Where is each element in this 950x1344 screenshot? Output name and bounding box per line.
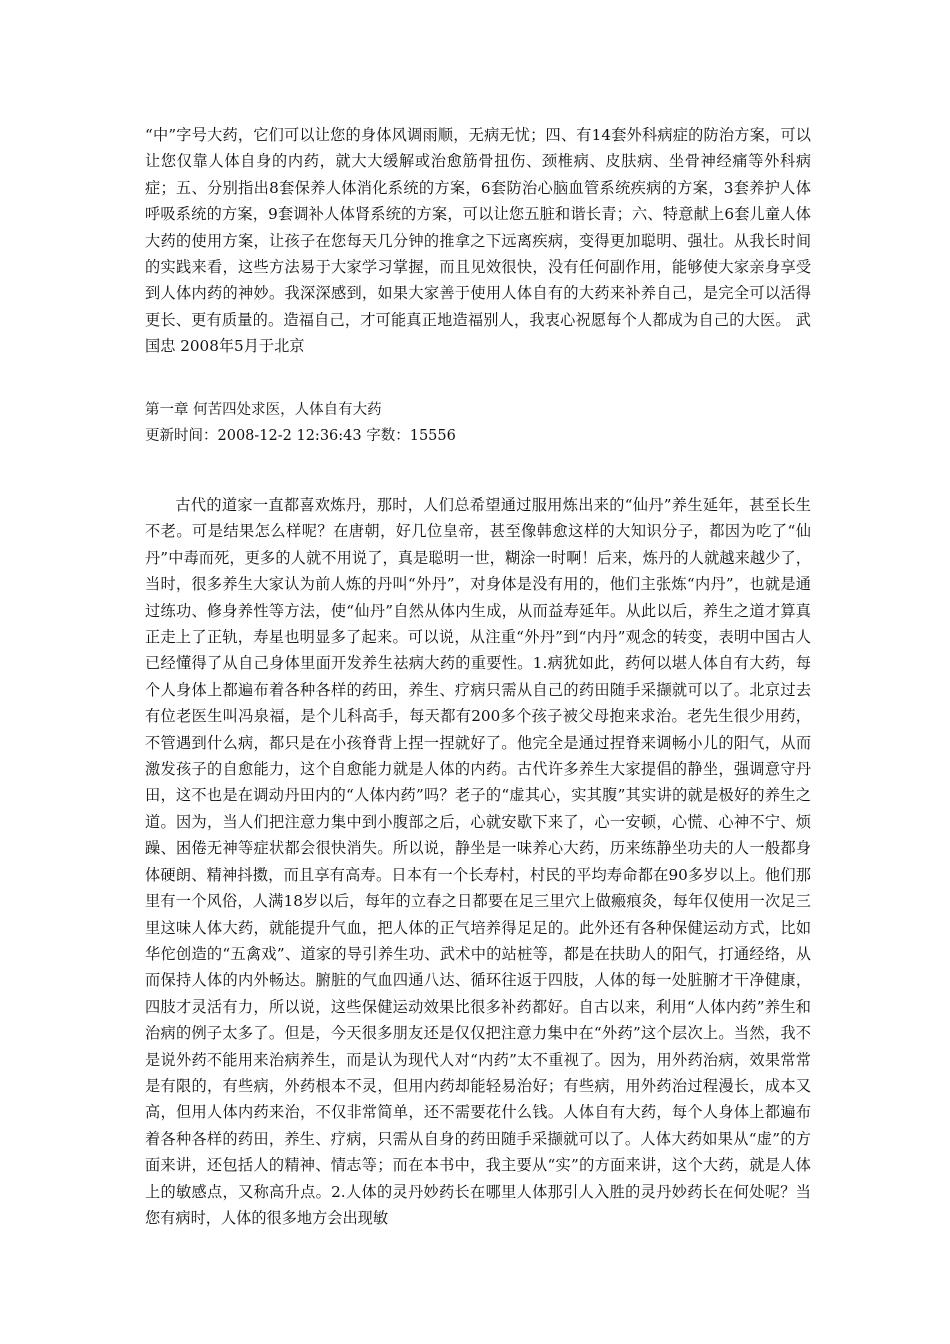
intro-paragraph: “中”字号大药，它们可以让您的身体风调雨顺，无病无忧；四、有14套外科病症的防治方案，可以让您仅靠人体自身的内药，就大大缓解或治愈筋骨扭伤、颈椎病、皮肤病、坐骨神经痛等外科病症；五、分别指出8套保养人体消化系统的方案，6套防治心脑血管系统疾病的方案，3套养护人体呼吸系统的方案，9套调补人体肾系统的方案，可以让您五脏和谐长青；六、特意献上6套儿童人体大药的使用方案，让孩子在您每天几分钟的推拿之下远离疾病，变得更加聪明、强壮。从我长时间的实践来看，这些方法易于大家学习掌握，而且见效很快，没有任何副作用，能够使大家亲身享受到人体内药的神妙。我深深感到，如果大家善于使用人体自有的大药来补养自己，是完全可以活得更长、更有质量的。造福自己，才可能真正地造福别人，我衷心祝愿每个人都成为自己的大医。 武国忠 2008年5月于北京: [145, 126, 811, 356]
chapter-title: 第一章 何苦四处求医，人体自有大药: [145, 402, 382, 418]
update-info: 更新时间：2008-12-2 12:36:43 字数：15556: [145, 427, 456, 444]
main-paragraph: 古代的道家一直都喜欢炼丹，那时，人们总希望通过服用炼出来的“仙丹”养生延年，甚至长生不老。可是结果怎么样呢？在唐朝，好几位皇帝，甚至像韩愈这样的大知识分子，都因为吃了“仙丹”中毒而死，更多的人就不用说了，真是聪明一世，糊涂一时啊！后来，炼丹的人就越来越少了，当时，很多养生大家认为前人炼的丹叫“外丹”，对身体是没有用的，他们主张炼“内丹”，也就是通过练功、修身养性等方法，使“仙丹”自然从体内生成，从而益寿延年。从此以后，养生之道才算真正走上了正轨，寿星也明显多了起来。可以说，从注重“外丹”到“内丹”观念的转变，表明中国古人已经懂得了从自己身体里面开发养生祛病大药的重要性。1.病犹如此，药何以堪人体自有大药，每个人身体上都遍布着各种各样的药田，养生、疗病只需从自己的药田随手采撷就可以了。北京过去有位老医生叫冯泉福，是个儿科高手，每天都有200多个孩子被父母抱来求治。老先生很少用药，不管遇到什么病，都只是在小孩脊背上捏一捏就好了。他完全是通过捏脊来调畅小儿的阳气，从而激发孩子的自愈能力，这个自愈能力就是人体的内药。古代许多养生大家提倡的静坐，强调意守丹田，这不也是在调动丹田内的“人体内药”吗？老子的“虚其心，实其腹”其实讲的就是极好的养生之道。因为，当人们把注意力集中到小腹部之后，心就安歇下来了，心一安顿，心慌、心神不宁、烦躁、困倦无神等症状都会很快消失。所以说，静坐是一味养心大药，历来练静坐功夫的人一般都身体硬朗、精神抖擞，而且享有高寿。日本有一个长寿村，村民的平均寿命都在90多岁以上。他们那里有一个风俗，人满18岁以后，每年的立春之日都要在足三里穴上做瘢痕灸，每年仅使用一次足三里这味人体大药，就能提升气血，把人体的正气培养得足足的。此外还有各种保健运动方式，比如华佗创造的“五禽戏”、道家的导引养生功、武术中的站桩等，都是在扶助人的阳气，打通经络，从而保持人体的内外畅达。腑脏的气血四通八达、循环往返于四肢，人体的每一处脏腑才干净健康，四肢才灵活有力，所以说，这些保健运动效果比很多补药都好。自古以来，利用“人体内药”养生和治病的例子太多了。但是，今天很多朋友还是仅仅把注意力集中在“外药”这个层次上。当然，我不是说外药不能用来治病养生，而是认为现代人对“内药”太不重视了。因为，用外药治病，效果常常是有限的，有些病，外药根本不灵，但用内药却能轻易治好；有些病，用外药治过程漫长，成本又高，但用人体内药来治，不仅非常简单，还不需要花什么钱。人体自有大药，每个人身体上都遍布着各种各样的药田，养生、疗病，只需从自身的药田随手采撷就可以了。人体大药如果从“虚”的方面来讲，还包括人的精神、情志等；而在本书中，我主要从“实”的方面来讲，这个大药，就是人体上的敏感点，又称高升点。2.人体的灵丹妙药长在哪里人体那引人入胜的灵丹妙药长在何处呢？当您有病时，人体的很多地方会出现敏: [145, 496, 811, 1227]
chapter-header: [145, 398, 811, 449]
